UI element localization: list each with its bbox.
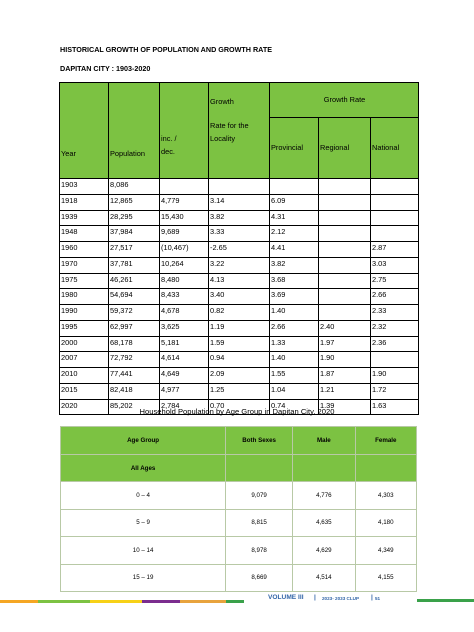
cell-regional: 1.87 (319, 368, 371, 384)
table-row (60, 368, 419, 384)
cell-year: 1970 (60, 257, 109, 273)
all-ages-empty (226, 455, 293, 482)
cell-both-sexes: 9,079 (226, 482, 293, 510)
cell-national: 1.72 (371, 383, 419, 399)
cell-year: 1995 (60, 320, 109, 336)
table-body (60, 179, 419, 415)
header-population: Population (109, 83, 160, 179)
header-national: National (371, 117, 419, 178)
all-ages-label: All Ages (61, 455, 226, 482)
header-male: Male (293, 427, 355, 455)
cell-growth-rate-locality: 3.40 (209, 289, 270, 305)
header-growth-rate: Growth Rate (270, 83, 419, 118)
cell-national: 1.63 (371, 399, 419, 415)
cell-provincial (270, 179, 319, 195)
cell-population: 82,418 (109, 383, 160, 399)
cell-inc-dec: 8,480 (160, 273, 209, 289)
cell-female: 4,155 (355, 564, 416, 592)
cell-inc-dec (160, 179, 209, 195)
cell-national: 2.36 (371, 336, 419, 352)
cell-population: 8,086 (109, 179, 160, 195)
cell-population: 54,694 (109, 289, 160, 305)
cell-regional (319, 226, 371, 242)
document-title: HISTORICAL GROWTH OF POPULATION AND GROWTH RATE (60, 45, 273, 54)
all-ages-row (61, 455, 417, 482)
cell-inc-dec: 8,433 (160, 289, 209, 305)
cell-inc-dec: 4,614 (160, 352, 209, 368)
cell-year: 1948 (60, 226, 109, 242)
cell-provincial: 1.04 (270, 383, 319, 399)
cell-national: 2.33 (371, 305, 419, 321)
table-header-row (60, 83, 419, 118)
cell-year: 1975 (60, 273, 109, 289)
cell-national: 2.32 (371, 320, 419, 336)
cell-male: 4,629 (293, 537, 355, 565)
cell-inc-dec: 4,678 (160, 305, 209, 321)
cell-inc-dec: 4,779 (160, 194, 209, 210)
cell-year: 1903 (60, 179, 109, 195)
cell-provincial: 4.31 (270, 210, 319, 226)
header-age-group: Age Group (61, 427, 226, 455)
cell-national: 2.75 (371, 273, 419, 289)
header-year: Year (60, 83, 109, 179)
page-number: 51 (375, 596, 381, 601)
cell-growth-rate-locality: 0.94 (209, 352, 270, 368)
header-regional: Regional (319, 117, 371, 178)
cell-national (371, 352, 419, 368)
header-both-sexes: Both Sexes (226, 427, 293, 455)
age-table-row (61, 537, 417, 565)
cell-population: 72,792 (109, 352, 160, 368)
cell-growth-rate-locality: 4.13 (209, 273, 270, 289)
header-provincial: Provincial (270, 117, 319, 178)
all-ages-empty (355, 455, 416, 482)
cell-female: 4,349 (355, 537, 416, 565)
cell-growth-rate-locality: 3.14 (209, 194, 270, 210)
cell-population: 68,178 (109, 336, 160, 352)
cell-inc-dec: 5,181 (160, 336, 209, 352)
header-inc-dec (160, 83, 209, 179)
table-row (60, 383, 419, 399)
cell-provincial: 6.09 (270, 194, 319, 210)
cell-population: 37,781 (109, 257, 160, 273)
cell-inc-dec: 3,625 (160, 320, 209, 336)
table-row (60, 179, 419, 195)
cell-age-group: 0 – 4 (61, 482, 226, 510)
cell-age-group: 15 – 19 (61, 564, 226, 592)
cell-regional (319, 242, 371, 258)
table-row (60, 320, 419, 336)
footer-color-segment (90, 600, 142, 603)
cell-year: 1918 (60, 194, 109, 210)
cell-population: 59,372 (109, 305, 160, 321)
cell-population: 37,984 (109, 226, 160, 242)
cell-provincial: 3.68 (270, 273, 319, 289)
cell-year: 1960 (60, 242, 109, 258)
cell-regional: 2.40 (319, 320, 371, 336)
cell-provincial: 0.74 (270, 399, 319, 415)
table-row (60, 242, 419, 258)
cell-inc-dec: 15,430 (160, 210, 209, 226)
cell-regional: 1.90 (319, 352, 371, 368)
cell-national: 2.66 (371, 289, 419, 305)
header-growth-line2: Rate for the (210, 121, 249, 130)
cell-growth-rate-locality: 1.19 (209, 320, 270, 336)
all-ages-empty (293, 455, 355, 482)
footer-separator: | (314, 594, 316, 601)
cell-provincial: 4.41 (270, 242, 319, 258)
cell-year: 1990 (60, 305, 109, 321)
footer-clup: 2023- 2033 CLUP (322, 596, 360, 601)
cell-year: 2007 (60, 352, 109, 368)
cell-female: 4,180 (355, 509, 416, 537)
cell-age-group: 5 – 9 (61, 509, 226, 537)
header-female: Female (355, 427, 416, 455)
table-row (60, 194, 419, 210)
footer-accent-bar (417, 599, 474, 602)
cell-national: 1.90 (371, 368, 419, 384)
footer-separator: | (371, 594, 373, 601)
cell-provincial: 1.33 (270, 336, 319, 352)
cell-regional (319, 257, 371, 273)
cell-regional (319, 179, 371, 195)
cell-regional: 1.39 (319, 399, 371, 415)
footer-color-segment (180, 600, 226, 603)
cell-growth-rate-locality: 3.22 (209, 257, 270, 273)
age-table-header-row (61, 427, 417, 455)
cell-inc-dec: 4,649 (160, 368, 209, 384)
cell-provincial: 3.69 (270, 289, 319, 305)
cell-year: 1939 (60, 210, 109, 226)
cell-national (371, 210, 419, 226)
cell-population: 12,865 (109, 194, 160, 210)
cell-growth-rate-locality: 1.59 (209, 336, 270, 352)
table-row (60, 289, 419, 305)
footer-color-segment (142, 600, 180, 603)
cell-year: 2015 (60, 383, 109, 399)
cell-population: 46,261 (109, 273, 160, 289)
cell-growth-rate-locality: 3.82 (209, 210, 270, 226)
cell-growth-rate-locality: 0.70 (209, 399, 270, 415)
cell-inc-dec: 9,689 (160, 226, 209, 242)
footer-color-segment (0, 600, 38, 603)
cell-population: 85,202 (109, 399, 160, 415)
cell-provincial: 2.12 (270, 226, 319, 242)
cell-year: 2020 (60, 399, 109, 415)
cell-population: 77,441 (109, 368, 160, 384)
cell-regional (319, 289, 371, 305)
cell-population: 62,997 (109, 320, 160, 336)
footer-color-segment (226, 600, 244, 603)
age-table-row (61, 482, 417, 510)
cell-male: 4,635 (293, 509, 355, 537)
table-row (60, 273, 419, 289)
cell-provincial: 1.55 (270, 368, 319, 384)
footer-color-segment (38, 600, 90, 603)
cell-both-sexes: 8,669 (226, 564, 293, 592)
cell-inc-dec: 4,977 (160, 383, 209, 399)
cell-growth-rate-locality: 2.09 (209, 368, 270, 384)
table-row (60, 210, 419, 226)
table-row (60, 336, 419, 352)
cell-regional (319, 194, 371, 210)
age-table-caption: Household Population by Age Group in Dapitan City, 2020 (139, 407, 335, 416)
table-row (60, 305, 419, 321)
cell-regional: 1.97 (319, 336, 371, 352)
cell-provincial: 1.40 (270, 305, 319, 321)
cell-both-sexes: 8,978 (226, 537, 293, 565)
cell-provincial: 3.82 (270, 257, 319, 273)
cell-national (371, 226, 419, 242)
cell-female: 4,303 (355, 482, 416, 510)
table-row (60, 352, 419, 368)
cell-age-group: 10 – 14 (61, 537, 226, 565)
footer-volume: VOLUME III (268, 594, 304, 601)
cell-year: 2010 (60, 368, 109, 384)
header-inc-line1: inc. / (161, 134, 177, 143)
cell-growth-rate-locality: -2.65 (209, 242, 270, 258)
cell-year: 1980 (60, 289, 109, 305)
age-table-body (61, 482, 417, 592)
cell-provincial: 2.66 (270, 320, 319, 336)
cell-regional: 1.21 (319, 383, 371, 399)
header-growth-line3: Locality (210, 134, 236, 143)
population-growth-table (59, 82, 419, 415)
cell-male: 4,776 (293, 482, 355, 510)
age-table-row (61, 509, 417, 537)
table-row (60, 257, 419, 273)
cell-inc-dec: 2,784 (160, 399, 209, 415)
cell-regional (319, 210, 371, 226)
cell-national: 3.03 (371, 257, 419, 273)
cell-national: 2.87 (371, 242, 419, 258)
cell-growth-rate-locality: 0.82 (209, 305, 270, 321)
cell-both-sexes: 8,815 (226, 509, 293, 537)
cell-year: 2000 (60, 336, 109, 352)
cell-provincial: 1.40 (270, 352, 319, 368)
age-group-table (60, 426, 417, 592)
cell-regional (319, 305, 371, 321)
cell-population: 28,295 (109, 210, 160, 226)
cell-growth-rate-locality: 1.25 (209, 383, 270, 399)
cell-growth-rate-locality (209, 179, 270, 195)
cell-growth-rate-locality: 3.33 (209, 226, 270, 242)
table-row (60, 226, 419, 242)
document-subtitle: DAPITAN CITY : 1903-2020 (60, 64, 151, 73)
header-growth-line1: Growth (210, 97, 234, 106)
cell-national (371, 179, 419, 195)
cell-male: 4,514 (293, 564, 355, 592)
age-table-row (61, 564, 417, 592)
header-growth-locality (209, 83, 270, 179)
cell-inc-dec: 10,264 (160, 257, 209, 273)
cell-regional (319, 273, 371, 289)
footer-color-bar (0, 600, 474, 603)
header-inc-line2: dec. (161, 147, 175, 156)
cell-inc-dec: (10,467) (160, 242, 209, 258)
cell-national (371, 194, 419, 210)
cell-population: 27,517 (109, 242, 160, 258)
